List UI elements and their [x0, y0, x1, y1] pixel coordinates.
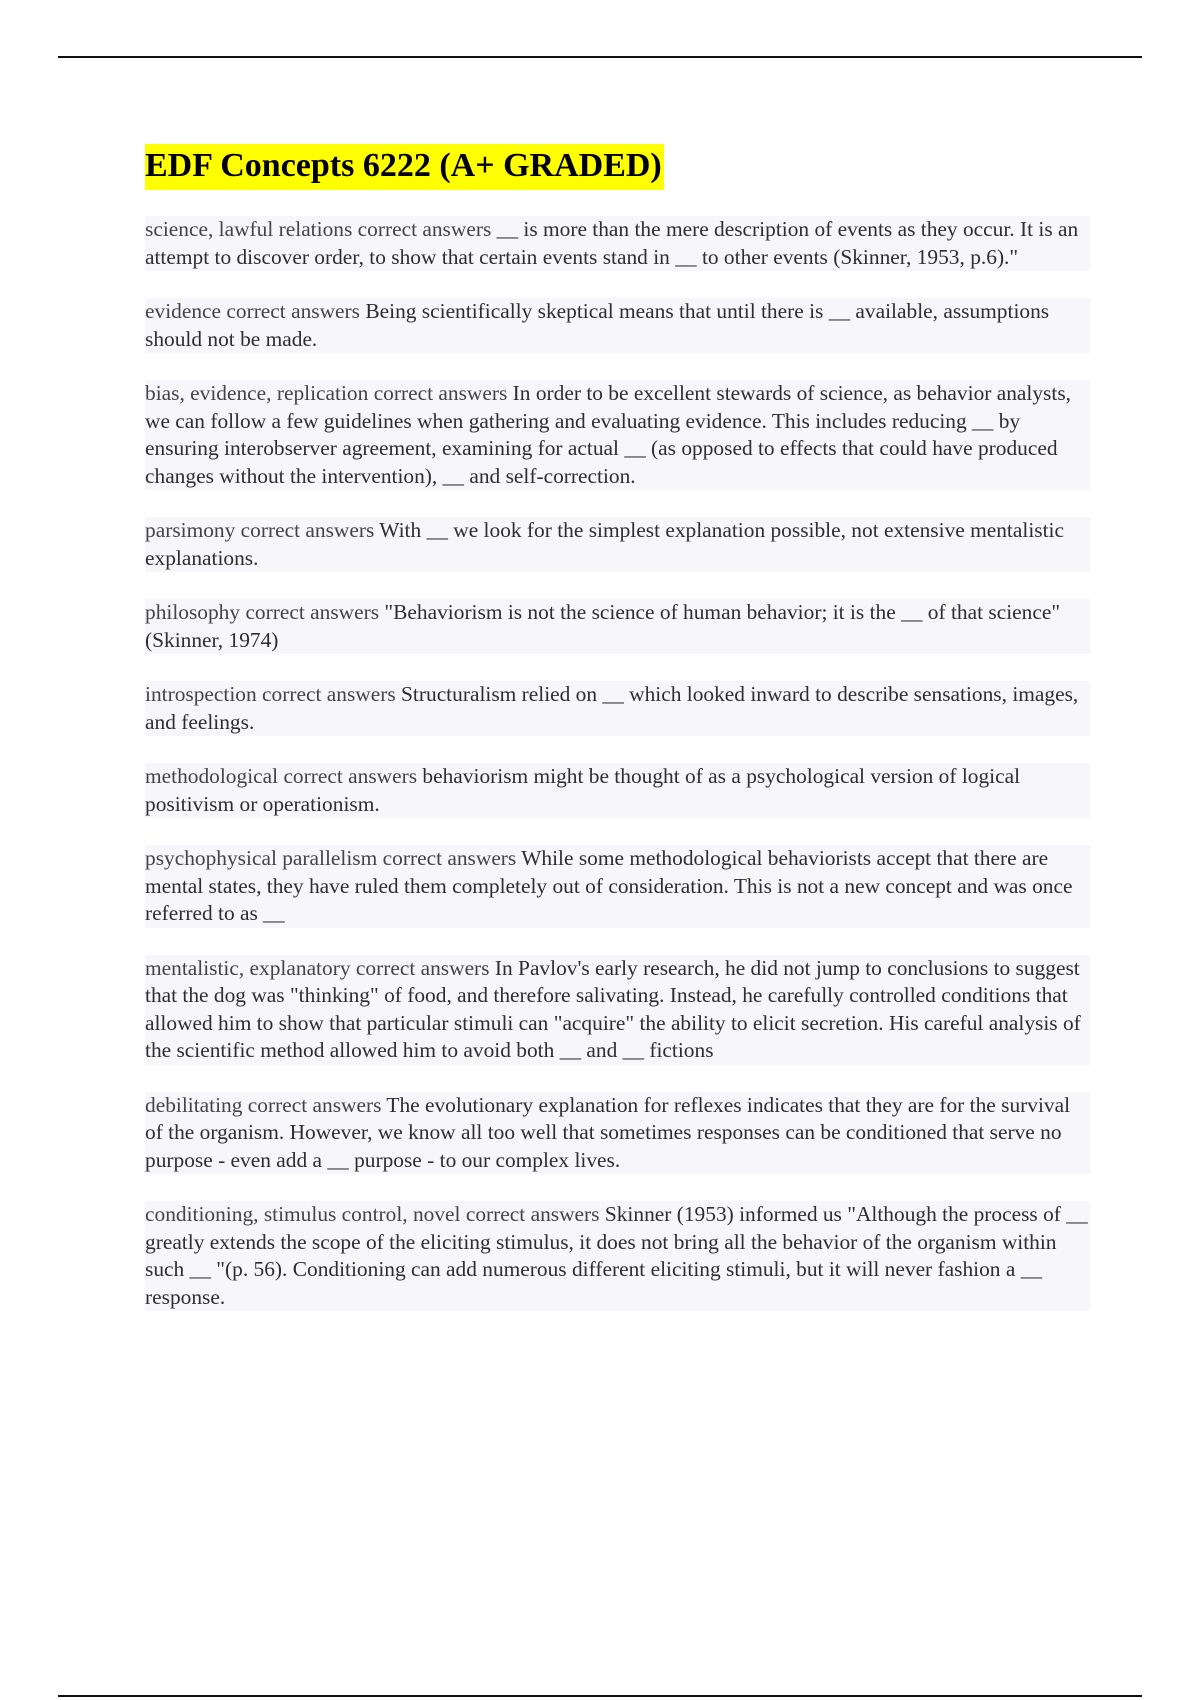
card-separator: correct answers	[355, 955, 490, 980]
flashcard-9	[145, 955, 1090, 1065]
card-definition: With __ we look for the simplest explanation possible, not extensive mentalistic explanations.	[145, 518, 1064, 570]
footer-rule	[58, 1695, 1142, 1697]
document-body	[145, 144, 1090, 1338]
flashcard-3	[145, 380, 1090, 490]
card-separator: correct answers	[247, 1092, 382, 1117]
card-separator: correct answers	[240, 518, 375, 542]
card-term: psychophysical parallelism	[145, 846, 378, 870]
header-rule	[58, 56, 1142, 58]
flashcard-4	[145, 517, 1090, 572]
card-separator: correct answers	[357, 217, 492, 241]
flashcard-1	[145, 216, 1090, 271]
card-term: debilitating	[145, 1092, 243, 1117]
card-separator: correct answers	[283, 764, 418, 788]
card-term: science, lawful relations	[145, 217, 353, 241]
card-term: methodological	[145, 764, 279, 788]
flashcard-8	[145, 845, 1090, 928]
card-definition: __ is more than the mere description of events as they occur. It is an attempt to discover order, to show that certain events stand in __ to other events (Skinner, 1953, p.6)."	[145, 217, 1079, 269]
flashcard-11	[145, 1201, 1090, 1311]
card-separator: correct answers	[245, 600, 380, 624]
card-definition: While some methodological behaviorists accept that there are mental states, they have ruled them completely out of consideration. This is not a new concept and was once referred to as __	[145, 846, 1073, 925]
card-separator: correct answers	[226, 299, 360, 323]
card-term: parsimony	[145, 518, 236, 542]
flashcard-6	[145, 681, 1090, 736]
card-separator: correct answers	[382, 846, 517, 870]
card-definition: The evolutionary explanation for reflexes indicates that they are for the survival of the organism. However, we know all too well that sometimes responses can be conditioned that serve no purpose - even add a __ purpose - to our complex lives.	[145, 1092, 1071, 1172]
card-definition: Being scientifically skeptical means that until there is __ available, assumptions should not be made.	[145, 299, 1050, 351]
card-definition: In Pavlov's early research, he did not jump to conclusions to suggest that the dog was "thinking" of food, and therefore salivating. Instead, he carefully controlled conditions that allowed him to show that particular stimuli can "acquire" the ability to elicit secretion. His careful analysis of the scientific method allowed him to avoid both __ and __ fictions	[145, 955, 1081, 1062]
card-term: mentalistic, explanatory	[145, 955, 351, 980]
card-separator: correct answers	[465, 1202, 600, 1226]
card-term: conditioning, stimulus control, novel	[145, 1202, 461, 1226]
card-definition: In order to be excellent stewards of science, as behavior analysts, we can follow a few guidelines when gathering and evaluating evidence. This includes reducing __ by ensuring interobserver agreement, examining for actual __ (as opposed to effects that could have produced changes without the intervention), __ and self-correction.	[145, 381, 1071, 488]
card-separator: correct answers	[373, 381, 508, 405]
card-definition: Skinner (1953) informed us "Although the process of __ greatly extends the scope of the eliciting stimulus, it does not bring all the behavior of the organism within such __ "(p. 56). Conditioning can add numerous different eliciting stimuli, but it will never fashion a __ response.	[145, 1202, 1088, 1309]
flashcard-7	[145, 763, 1090, 818]
card-separator: correct answers	[262, 682, 396, 706]
card-term: evidence	[145, 299, 222, 323]
card-term: philosophy	[145, 600, 241, 624]
flashcard-5	[145, 599, 1090, 654]
card-term: introspection	[145, 682, 257, 706]
flashcard-10	[145, 1092, 1090, 1175]
document-title: EDF Concepts 6222 (A+ GRADED)	[145, 144, 664, 190]
card-definition: Structuralism relied on __ which looked inward to describe sensations, images, and feelings.	[145, 682, 1079, 734]
card-term: bias, evidence, replication	[145, 381, 369, 405]
card-definition: "Behaviorism is not the science of human behavior; it is the __ of that science" (Skinner, 1974)	[145, 600, 1061, 652]
flashcard-2	[145, 298, 1090, 353]
card-definition: behaviorism might be thought of as a psychological version of logical positivism or operationism.	[145, 764, 1021, 816]
